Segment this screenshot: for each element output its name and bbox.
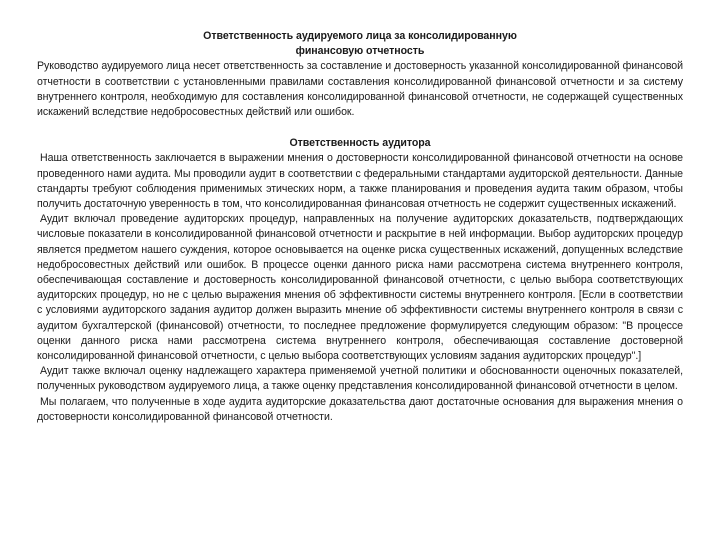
auditor-paragraph-2: Аудит включал проведение аудиторских процедур, направленных на получение аудиторских доказательств, подтверждающих числовые показатели в консолидированной финансовой отчетности и раскрытие в ней информации. Выбор аудиторских процедур является предметом нашего суждения, которое основывается на оценке риска существенных искажений, допущенных вследствие недобросовестных действий или ошибок. В процессе оценки данного риска нами рассмотрена система внутреннего контроля, обеспечивающая составление и достоверность консолидированной финансовой отчетности, с целью выбора соответствующих аудиторских процедур, но не с целью выражения мнения об эффективности системы внутреннего контроля. [Если в соответствии с условиями аудиторского задания аудитор должен выразить мнение об эффективности системы внутреннего контроля в связи с аудитом бухгалтерской (финансовой) отчетности, то последнее предложение формулируется следующим образом: "В процессе оценки данного риска нами рассмотрена система внутреннего контроля, обеспечивающая составление достоверной консолидированной финансовой отчетности, с целью выбора соответствующих условиям задания аудиторских процедур".] — [37, 213, 683, 363]
management-responsibility-paragraph: Руководство аудируемого лица несет ответственность за составление и достоверность указанной консолидированной финансовой отчетности в соответствии с установленными правилами составления консолидированной финансовой отчетности и за систему внутреннего контроля, необходимую для составления консолидированной финансовой отчетности, не содержащей существенных искажений вследствие недобросовестных действий или ошибок. — [37, 60, 683, 119]
section-heading-auditor-responsibility: Ответственность аудитора — [289, 137, 431, 150]
section-spacer — [37, 120, 683, 136]
document-body — [37, 29, 683, 425]
section-heading-management-responsibility: Ответственность аудируемого лица за консолидированную финансовую отчетность — [203, 30, 517, 58]
auditor-paragraph-1: Наша ответственность заключается в выражении мнения о достоверности консолидированной финансовой отчетности на основе проведенного нами аудита. Мы проводили аудит в соответствии с федеральными стандартами аудиторской деятельности. Данные стандарты требуют соблюдения применимых этических норм, а также планирования и проведения аудита таким образом, чтобы получить достаточную уверенность в том, что консолидированная финансовая отчетность не содержит существенных искажений. — [37, 152, 683, 211]
auditor-paragraph-4: Мы полагаем, что полученные в ходе аудита аудиторские доказательства дают достаточные основания для выражения мнения о достоверности консолидированной финансовой отчетности. — [37, 395, 683, 423]
auditor-paragraph-3: Аудит также включал оценку надлежащего характера применяемой учетной политики и обоснованности оценочных показателей, полученных руководством аудируемого лица, а также оценку представления консолидированной финансовой отчетности в целом. — [37, 365, 683, 393]
